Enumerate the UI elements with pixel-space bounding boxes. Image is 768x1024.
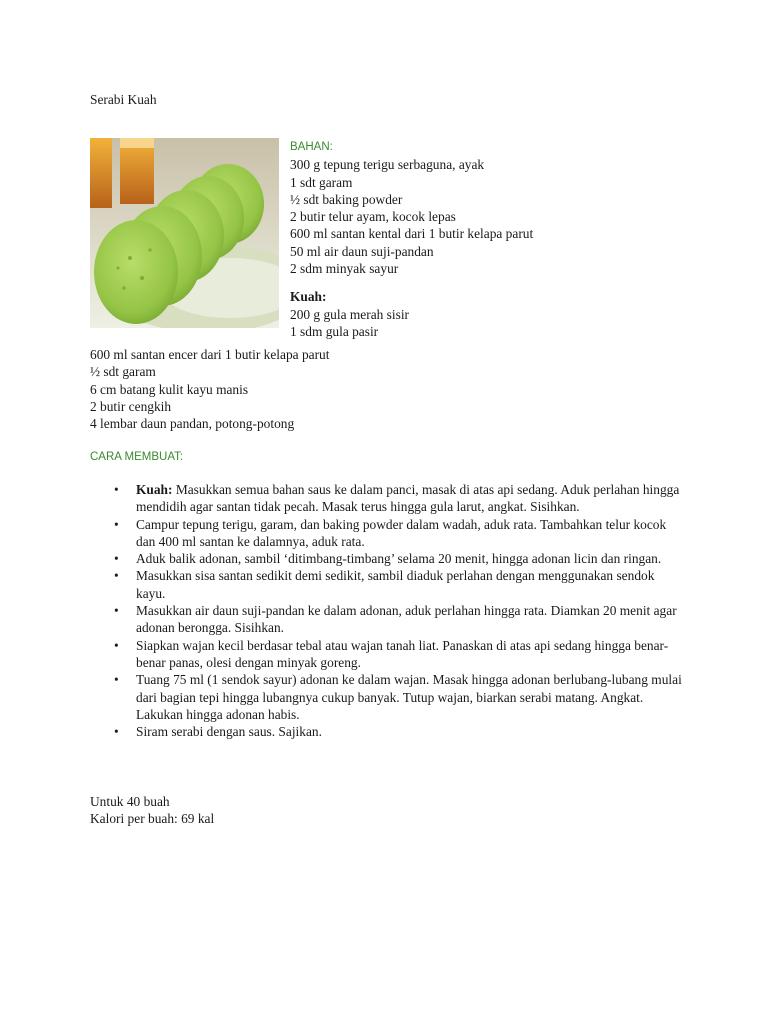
bahan-item: 300 g tepung terigu serbaguna, ayak [290,157,485,173]
bahan-heading: BAHAN: [290,141,333,153]
bahan-item: 600 ml santan kental dari 1 butir kelapa parut [290,226,534,242]
recipe-title: Serabi Kuah [90,92,157,107]
step-text: Masukkan semua bahan saus ke dalam panci, masak di atas api sedang. Aduk perlahan hingga mendidih agar santan tidak pecah. Masak terus hingga gula larut, angkat. Sisihkan. [136,482,680,515]
kuah-ingredients-continued [90,346,329,432]
serabi-image [90,138,279,328]
step-text: Aduk balik adonan, sambil ‘ditimbang-timbang’ selama 20 menit, hingga adonan licin dan ringan. [136,551,662,567]
kuah-heading: Kuah: [290,289,327,305]
calories-text: Kalori per buah: 69 kal [90,811,215,827]
bullet-icon: • [114,603,119,619]
bullet-icon: • [114,724,119,740]
kuah-item: 6 cm batang kulit kayu manis [90,381,249,397]
step-text: Siapkan wajan kecil berdasar tebal atau wajan tanah liat. Panaskan di atas api sedang hingga benar-benar panas, olesi dengan minyak goreng. [136,637,669,670]
bahan-item: 2 butir telur ayam, kocok lepas [290,209,456,225]
bullet-icon: • [114,672,119,688]
kuah-item: 600 ml santan encer dari 1 butir kelapa parut [90,347,330,362]
step-lead: Kuah: [136,482,173,497]
kuah-item: 200 g gula merah sisir [290,306,410,322]
bahan-item: 50 ml air daun suji-pandan [290,243,434,259]
step-item [114,671,684,723]
step-text: Campur tepung terigu, garam, dan baking powder dalam wadah, aduk rata. Tambahkan telur kocok dan 400 ml santan ke dalamnya, aduk rata. [136,516,667,549]
bullet-icon: • [114,516,119,532]
serabi-photo [90,138,279,328]
kuah-item: 4 lembar daun pandan, potong-potong [90,416,295,432]
step-item [114,567,684,602]
bahan-item: 1 sdt garam [290,174,353,190]
step-text: Masukkan air daun suji-pandan ke dalam adonan, aduk perlahan hingga rata. Diamkan 20 menit agar adonan berongga. Sisihkan. [136,603,677,636]
ingredients-side [290,139,533,340]
step-item [114,637,684,672]
step-item [114,602,684,637]
bahan-item: ½ sdt baking powder [290,191,403,207]
bullet-icon: • [114,482,119,497]
step-item [114,516,684,551]
step-text: Siram serabi dengan saus. Sajikan. [136,724,322,740]
bullet-icon: • [114,551,119,567]
kuah-item: ½ sdt garam [90,364,156,380]
yield-text: Untuk 40 buah [90,794,170,809]
step-text: Tuang 75 ml (1 sendok sayur) adonan ke dalam wajan. Masak hingga adonan berlubang-lubang mulai dari bagian tepi hingga lubangnya cukup banyak. Tutup wajan, biarkan serabi matang. Angkat. Lakukan hingga adonan habis. [136,672,682,722]
step-item [114,723,684,740]
cara-heading: CARA MEMBUAT: [90,451,184,463]
step-item [114,481,684,516]
bullet-icon: • [114,568,119,584]
step-item [114,550,684,567]
bahan-item: 2 sdm minyak sayur [290,261,399,277]
bullet-icon: • [114,637,119,653]
recipe-footer [90,793,214,828]
step-text: Masukkan sisa santan sedikit demi sedikit, sambil diaduk perlahan dengan menggunakan sendok kayu. [136,568,655,601]
steps-list [114,481,684,740]
kuah-item: 1 sdm gula pasir [290,323,379,339]
kuah-item: 2 butir cengkih [90,398,172,414]
